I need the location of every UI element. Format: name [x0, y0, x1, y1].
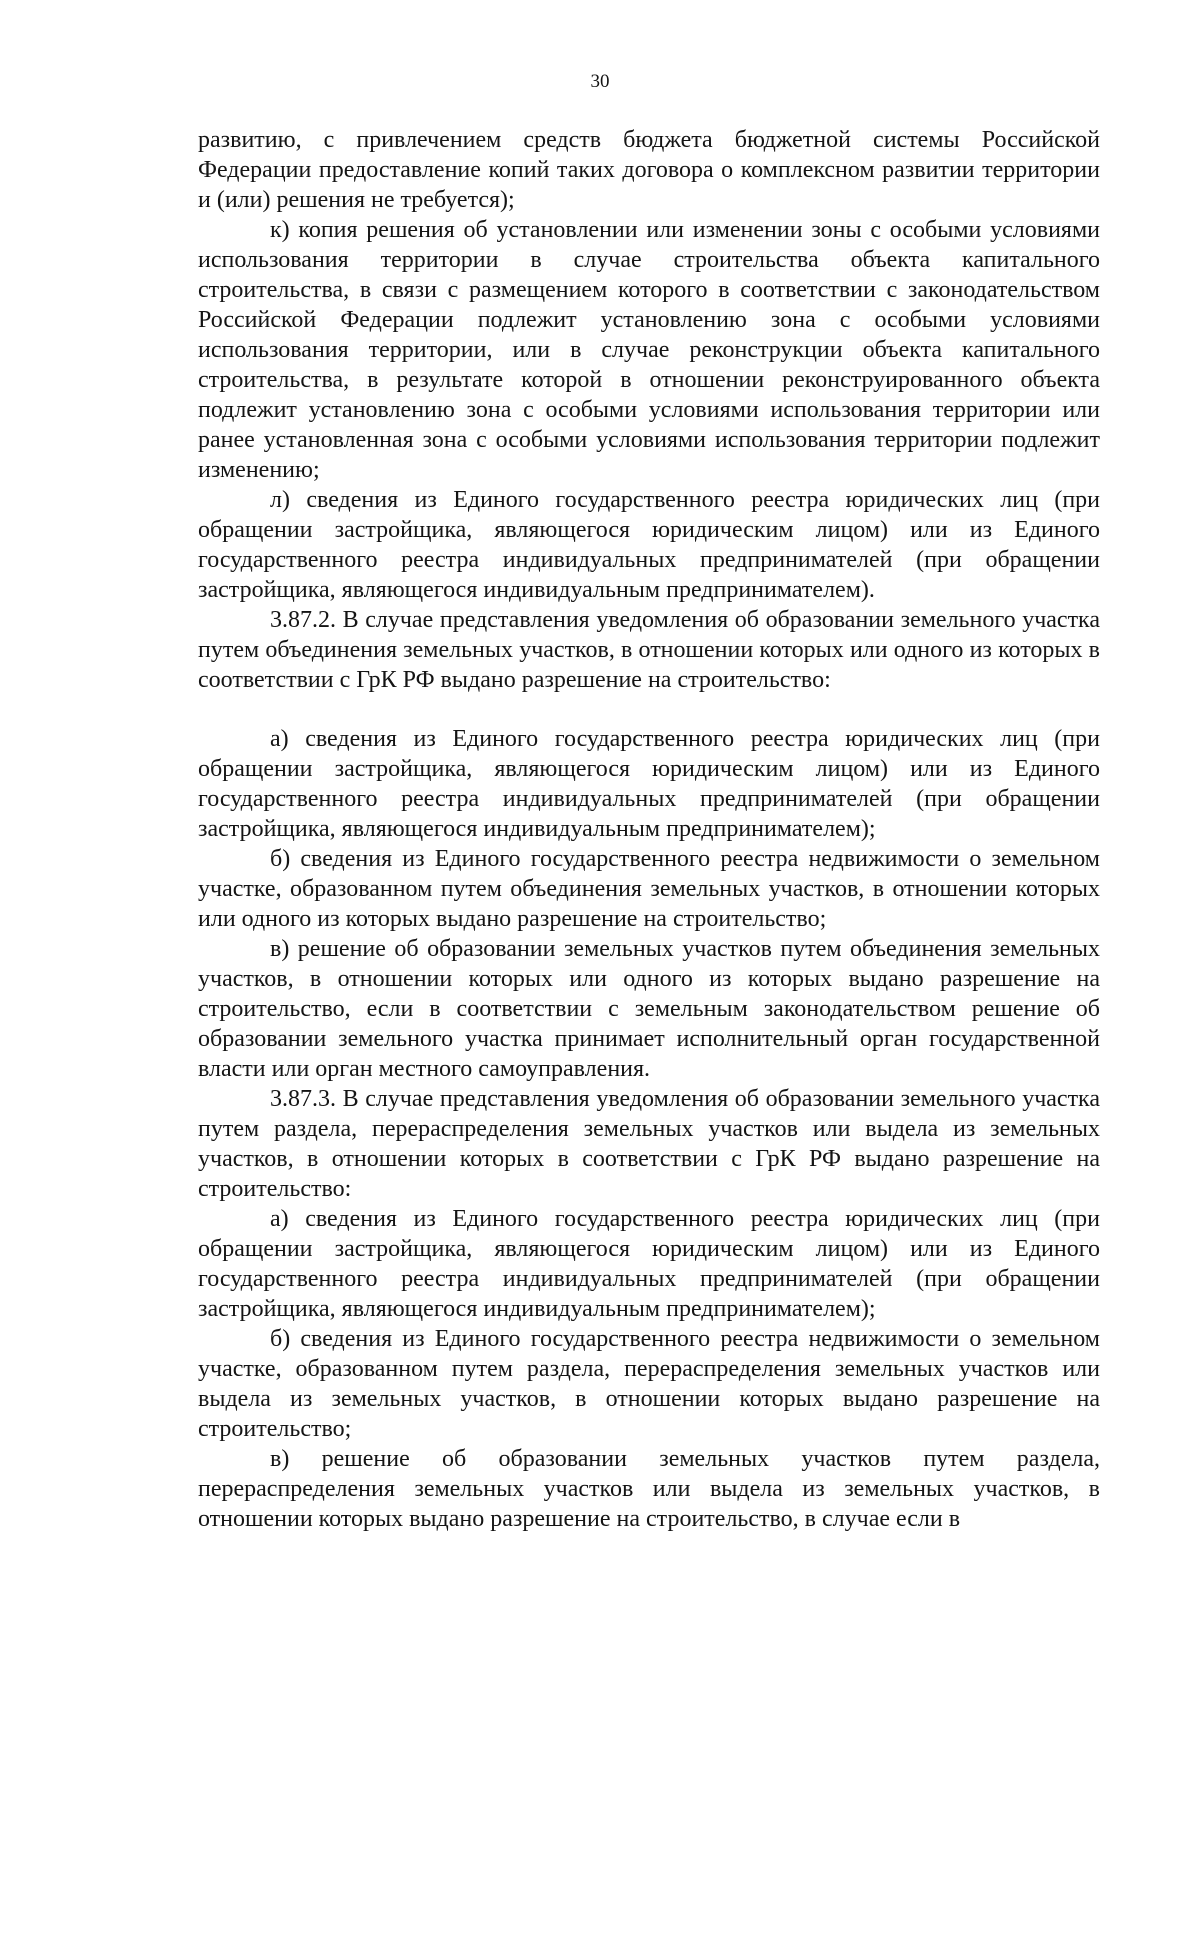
- paragraph-continuation: развитию, с привлечением средств бюджета бюджетной системы Российской Федерации предоставление копий таких договора о комплексном развитии территории и (или) решения не требуется);: [198, 127, 1100, 213]
- paragraph-3-87-3-item-a: а) сведения из Единого государственного реестра юридических лиц (при обращении застройщика, являющегося юридическим лицом) или из Единого государственного реестра индивидуальных предпринимателей (при обращении застройщика, являющегося индивидуальным предпринимателем);: [198, 1206, 1100, 1322]
- paragraph-3-87-3-item-b: б) сведения из Единого государственного реестра недвижимости о земельном участке, образованном путем раздела, перераспределения земельных участков или выдела из земельных участков, в отношении которых выдано разрешение на строительство;: [198, 1326, 1100, 1442]
- paragraph-3-87-3-item-v: в) решение об образовании земельных участков путем раздела, перераспределения земельных участков или выдела из земельных участков, в отношении которых выдано разрешение на строительство, в случае если в: [198, 1446, 1100, 1532]
- paragraph-section-3-87-2: 3.87.2. В случае представления уведомления об образовании земельного участка путем объединения земельных участков, в отношении которых или одного из которых в соответствии с ГрК РФ выдано разрешение на строительство:: [198, 607, 1100, 693]
- paragraph-section-3-87-3: 3.87.3. В случае представления уведомления об образовании земельного участка путем раздела, перераспределения земельных участков или выдела из земельных участков, в отношении которых в соответствии с ГрК РФ выдано разрешение на строительство:: [198, 1086, 1100, 1202]
- document-body: [198, 125, 1100, 1534]
- page-number: 30: [590, 71, 610, 92]
- paragraph-3-87-2-item-a: а) сведения из Единого государственного реестра юридических лиц (при обращении застройщика, являющегося юридическим лицом) или из Единого государственного реестра индивидуальных предпринимателей (при обращении застройщика, являющегося индивидуальным предпринимателем);: [198, 726, 1100, 842]
- paragraph-gap: [198, 695, 1100, 724]
- paragraph-item-k: к) копия решения об установлении или изменении зоны с особыми условиями использования территории в случае строительства объекта капитального строительства, в связи с размещением которого в соответствии с законодательством Российской Федерации подлежит установлению зона с особыми условиями использования территории, или в случае реконструкции объекта капитального строительства, в результате которой в отношении реконструированного объекта подлежит установлению зона с особыми условиями использования территории или ранее установленная зона с особыми условиями использования территории подлежит изменению;: [198, 217, 1100, 483]
- paragraph-item-l: л) сведения из Единого государственного реестра юридических лиц (при обращении застройщика, являющегося юридическим лицом) или из Единого государственного реестра индивидуальных предпринимателей (при обращении застройщика, являющегося индивидуальным предпринимателем).: [198, 487, 1100, 603]
- paragraph-3-87-2-item-v: в) решение об образовании земельных участков путем объединения земельных участков, в отношении которых или одного из которых выдано разрешение на строительство, если в соответствии с земельным законодательством решение об образовании земельного участка принимает исполнительный орган государственной власти или орган местного самоуправления.: [198, 936, 1100, 1082]
- paragraph-3-87-2-item-b: б) сведения из Единого государственного реестра недвижимости о земельном участке, образованном путем объединения земельных участков, в отношении которых или одного из которых выдано разрешение на строительство;: [198, 846, 1100, 932]
